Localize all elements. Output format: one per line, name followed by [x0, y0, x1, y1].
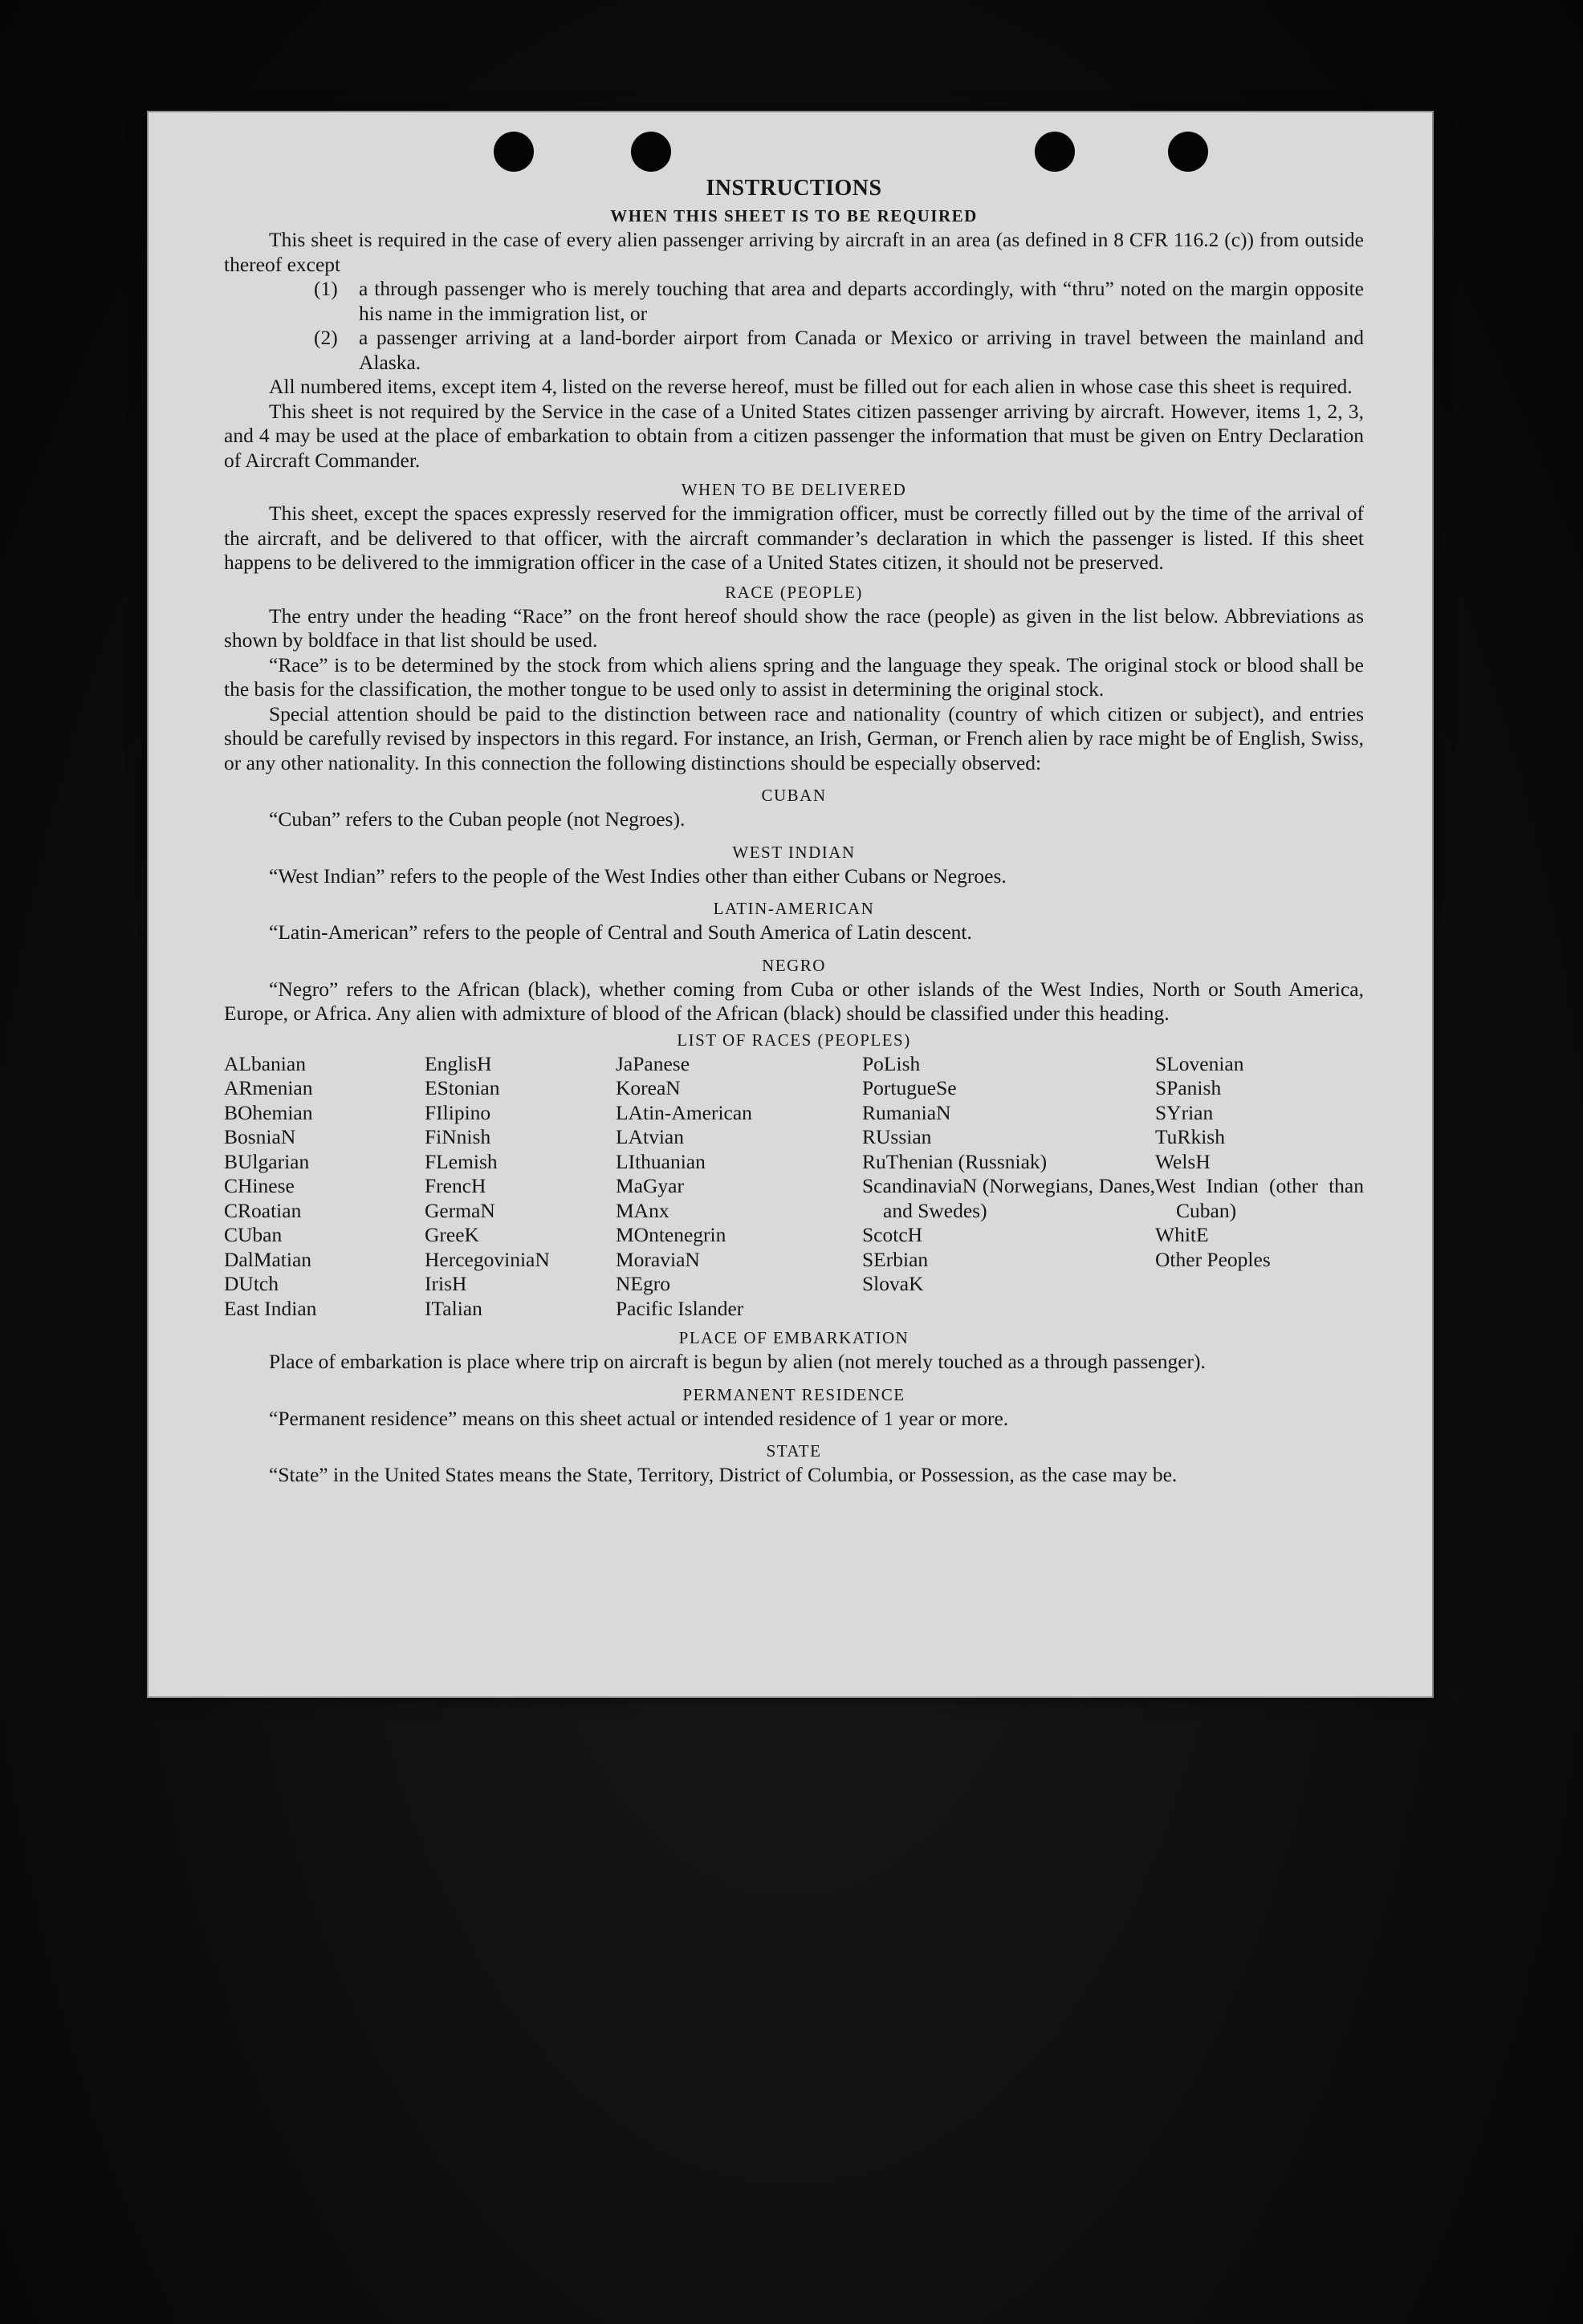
document-page	[147, 111, 1434, 1698]
race-entry: BOhemian	[224, 1100, 313, 1124]
race-entry: MoraviaN	[616, 1247, 700, 1271]
race-entry: FrencH	[425, 1174, 486, 1197]
race-entry: ARmenian	[224, 1076, 313, 1099]
section-heading-west-indian: WEST INDIAN	[732, 842, 856, 862]
punch-hole	[494, 132, 534, 172]
when-delivered-text: This sheet, except the spaces expressly reserved for the immigration officer, must be correctly filled out by the time of the arrival of the aircraft, and be delivered to that officer, with the aircraft commander’s declaration in which the passenger is listed. If this sheet happens to be delivered to the immigration officer in the case of a United States citizen, it should not be preserved.	[224, 502, 1364, 574]
race-entry: CRoatian	[224, 1198, 302, 1222]
race-entry: RumaniaN	[862, 1100, 951, 1124]
race-entry: BUlgarian	[224, 1149, 310, 1173]
section-heading-cuban: CUBAN	[761, 786, 827, 805]
section-heading-race: RACE (PEOPLE)	[725, 582, 863, 602]
citizen-paragraph: This sheet is not required by the Service in the case of a United States citizen passenger arriving by aircraft. However, items 1, 2, 3, and 4 may be used at the place of embarkation to obtain from a citizen passenger the information that must be given on Entry Declaration of Aircraft Commander.	[224, 399, 1364, 472]
race-entry: ITalian	[425, 1296, 482, 1320]
exception-item	[314, 277, 1364, 326]
races-column	[616, 1052, 862, 1322]
races-column	[1155, 1052, 1364, 1322]
race-entry: MAnx	[616, 1198, 669, 1222]
residence-definition: “Permanent residence” means on this sheet actual or intended residence of 1 year or more.	[269, 1406, 1009, 1430]
race-entry: FIlipino	[425, 1100, 491, 1124]
races-list	[224, 1052, 1364, 1322]
latin-american-definition: “Latin-American” refers to the people of Central and South America of Latin descent.	[269, 920, 972, 944]
race-entry: SPanish	[1155, 1076, 1222, 1099]
race-entry: CUban	[224, 1223, 283, 1246]
race-entry: ScotcH	[862, 1223, 923, 1246]
race-entry: SErbian	[862, 1247, 929, 1271]
race-paragraph: The entry under the heading “Race” on the front hereof should show the race (people) as given in the list below. Abbreviations as shown by boldface in that list should be used.	[224, 603, 1364, 652]
race-entry: PortugueSe	[862, 1076, 957, 1099]
punch-hole	[631, 132, 671, 172]
race-entry: GermaN	[425, 1198, 495, 1222]
numbered-items-paragraph: All numbered items, except item 4, listed on the reverse hereof, must be filled out for each alien in whose case this sheet is required.	[269, 375, 1353, 398]
race-entry: CHinese	[224, 1174, 295, 1197]
races-column	[425, 1052, 616, 1322]
section-heading-when-required: WHEN THIS SHEET IS TO BE REQUIRED	[610, 206, 978, 225]
section-heading-state: STATE	[766, 1441, 822, 1461]
negro-definition: “Negro” refers to the African (black), whether coming from Cuba or other islands of the West Indies, North or South America, Europe, or Africa. Any alien with admixture of blood of the African (black) should be classified under this heading.	[224, 977, 1364, 1025]
races-column	[224, 1052, 425, 1322]
race-entry: ALbanian	[224, 1051, 306, 1075]
state-definition: “State” in the United States means the State, Territory, District of Columbia, or Possession, as the case may be.	[269, 1463, 1178, 1486]
race-entry: JaPanese	[616, 1051, 690, 1075]
page-title: INSTRUCTIONS	[706, 176, 882, 201]
race-entry: Other Peoples	[1155, 1247, 1271, 1271]
section-heading-latin-american: LATIN-AMERICAN	[713, 899, 875, 918]
race-paragraph: “Race” is to be determined by the stock from which aliens spring and the language they speak. The original stock or blood shall be the basis for the classification, the mother tongue to be used only to assist in determining the original stock.	[224, 652, 1364, 701]
race-entry: SYrian	[1155, 1100, 1214, 1124]
cuban-definition: “Cuban” refers to the Cuban people (not Negroes).	[269, 807, 686, 831]
section-heading-negro: NEGRO	[762, 955, 826, 975]
embarkation-definition: Place of embarkation is place where trip on aircraft is begun by alien (not merely touched as a through passenger).	[269, 1350, 1206, 1373]
exception-number: (2)	[314, 326, 338, 349]
section-heading-when-delivered: WHEN TO BE DELIVERED	[681, 480, 907, 499]
race-entry: LIthuanian	[616, 1149, 706, 1173]
instructions-content	[224, 175, 1364, 1488]
races-column	[862, 1052, 1155, 1322]
section-heading-races-list: LIST OF RACES (PEOPLES)	[677, 1030, 911, 1050]
race-entry: RuThenian (Russniak)	[862, 1149, 1048, 1173]
race-entry: WhitE	[1155, 1223, 1209, 1246]
race-paragraph: Special attention should be paid to the distinction between race and nationality (country of which citizen or subject), and entries should be carefully revised by inspectors in this regard. For instance, an Irish, German, or French alien by race might be of English, Swiss, or any other nationality. In this connection the following distinctions should be especially observed:	[224, 701, 1364, 774]
race-entry: KoreaN	[616, 1076, 681, 1099]
race-entry: EStonian	[425, 1076, 500, 1099]
race-entry: EnglisH	[425, 1051, 492, 1075]
exception-text: a through passenger who is merely touching that area and departs accordingly, with “thru” noted on the margin opposite his name in the immigration list, or	[359, 277, 1364, 325]
race-entry: MaGyar	[616, 1174, 684, 1197]
race-entry: West Indian (other than Cuban)	[1155, 1174, 1364, 1222]
race-entry: HercegoviniaN	[425, 1247, 550, 1271]
punch-hole	[1035, 132, 1075, 172]
race-entry: NEgro	[616, 1272, 670, 1295]
race-entry: MOntenegrin	[616, 1223, 726, 1246]
race-entry: TuRkish	[1155, 1125, 1225, 1148]
race-entry: RUssian	[862, 1125, 932, 1148]
race-entry: FiNnish	[425, 1125, 491, 1148]
race-entry: WelsH	[1155, 1149, 1211, 1173]
race-entry: DUtch	[224, 1272, 279, 1295]
race-entry: SLovenian	[1155, 1051, 1244, 1075]
section-heading-embarkation: PLACE OF EMBARKATION	[678, 1328, 910, 1347]
west-indian-definition: “West Indian” refers to the people of the West Indies other than either Cubans or Negroes.	[269, 863, 1007, 888]
race-entry: GreeK	[425, 1223, 479, 1246]
punch-hole	[1168, 132, 1208, 172]
race-entry: LAtvian	[616, 1125, 684, 1148]
race-entry: Pacific Islander	[616, 1296, 744, 1320]
race-entry: LAtin-American	[616, 1100, 752, 1124]
race-entry: SlovaK	[862, 1272, 924, 1295]
race-entry: IrisH	[425, 1272, 467, 1295]
exception-item	[314, 326, 1364, 375]
race-entry: East Indian	[224, 1296, 317, 1320]
section-heading-residence: PERMANENT RESIDENCE	[682, 1384, 905, 1404]
race-entry: FLemish	[425, 1149, 498, 1173]
race-entry: DalMatian	[224, 1247, 312, 1271]
race-entry: ScandinaviaN (Norwegians, Danes, and Swedes)	[862, 1174, 1155, 1222]
race-entry: PoLish	[862, 1051, 921, 1075]
exception-number: (1)	[314, 277, 338, 300]
race-entry: BosniaN	[224, 1125, 296, 1148]
exception-text: a passenger arriving at a land-border airport from Canada or Mexico or arriving in travel between the mainland and Alaska.	[359, 326, 1364, 374]
when-required-intro: This sheet is required in the case of every alien passenger arriving by aircraft in an area (as defined in 8 CFR 116.2 (c)) from outside thereof except	[224, 228, 1364, 276]
